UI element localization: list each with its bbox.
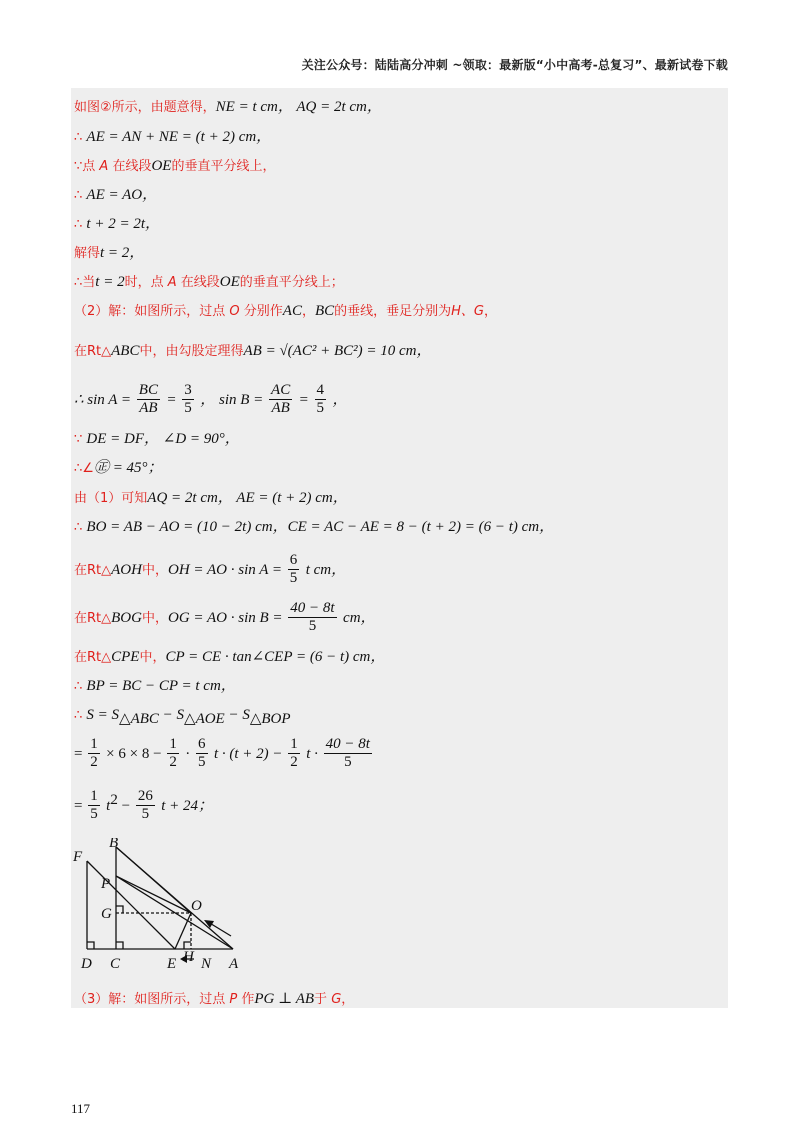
fraction: $\frac{40 - 8t}{5}$	[290, 600, 335, 635]
line-7: ∴当t = 2时，点 A 在线段OE的垂直平分线上；	[74, 274, 344, 290]
fraction: $\frac{4}{5}$	[316, 382, 325, 417]
label-F: F	[73, 849, 83, 865]
fraction: $\frac{1}{5}$	[90, 788, 98, 823]
line-4: ∴ AE = AO，	[74, 187, 158, 203]
line-20: = $\frac{1}{2}$ × 6 × 8 − $\frac{1}{2}$ · $\frac{6}{5}$ t · (t + 2) − $\frac{1}{2}$ t · $\frac{40 - 8t}{5}$	[74, 736, 370, 771]
line-11: ∵ DE = DF， ∠D = 90°，	[74, 431, 240, 447]
line-2: ∴ AE = AN + NE = (t + 2) cm，	[74, 129, 272, 145]
fraction: $\frac{1}{2}$	[90, 736, 98, 771]
geometry-diagram	[71, 838, 251, 978]
line-14: ∴ BO = AB − AO = (10 − 2t) cm，CE = AC − AE = 8 − (t + 2) = (6 − t) cm，	[74, 519, 555, 535]
line-16: 在Rt△BOG中，OG = AO · sin B = $\frac{40 - 8t}{5}$ cm，	[74, 600, 376, 635]
solution-content	[71, 88, 728, 1008]
fraction: $\frac{3}{5}$	[184, 382, 192, 417]
fraction: $\frac{6}{5}$	[289, 552, 298, 587]
fraction: $\frac{6}{5}$	[198, 736, 206, 771]
line-17: 在Rt△CPE中，CP = CE · tan∠CEP = (6 − t) cm，	[74, 649, 386, 665]
segment-PO	[116, 876, 191, 913]
line-8: （2）解：如图所示，过点 O 分别作AC，BC的垂线，垂足分别为H、G，	[74, 303, 498, 319]
right-angle-D	[87, 942, 94, 949]
line-10: ∴ sin A = $\frac{BC}{AB}$ = $\frac{3}{5}$ ， sin B = $\frac{AC}{AB}$ = $\frac{4}{5}$ ，	[74, 382, 348, 417]
label-O: O	[191, 898, 202, 914]
line-6: 解得t = 2，	[74, 245, 145, 261]
line-9: 在Rt△ABC中，由勾股定理得AB = √(AC² + BC²) = 10 cm，	[74, 343, 432, 359]
line-13: 由（1）可知AQ = 2t cm， AE = (t + 2) cm，	[74, 490, 348, 506]
line-18: ∴ BP = BC − CP = t cm，	[74, 678, 236, 694]
fraction: $\frac{40 - 8t}{5}$	[325, 736, 370, 771]
label-N: N	[201, 956, 212, 972]
label-B: B	[109, 838, 119, 851]
page-number: 117	[71, 1101, 91, 1116]
line-12: ∴∠㊣ = 45°；	[74, 460, 163, 476]
line-19: ∴ $S = S_{\triangle ABC} - S_{\triangle AOE} - S_{\triangle BOP}$	[74, 707, 291, 727]
fraction: $\frac{26}{5}$	[137, 788, 153, 823]
line-3: ∵点 A 在线段OE的垂直平分线上，	[74, 158, 276, 174]
segment-BO	[116, 847, 191, 913]
label-H: H	[183, 949, 194, 965]
line-21: = $\frac{1}{5}$ $t^2$ − $\frac{26}{5}$ t + 24；	[74, 788, 214, 823]
line-15: 在Rt△AOH中，OH = AO · sin A = $\frac{6}{5}$ t cm，	[74, 552, 347, 587]
line-1: 如图②所示，由题意得，NE = t cm， AQ = 2t cm，	[74, 99, 382, 115]
label-G: G	[101, 906, 112, 922]
label-E: E	[167, 956, 177, 972]
page-header: 关注公众号：陆陆高分冲刺 ~领取：最新版“小中高考-总复习”、最新试卷下载	[301, 58, 728, 72]
right-angle-G	[116, 906, 123, 913]
label-D: D	[81, 956, 92, 972]
line-22: （3）解：如图所示，过点 P 作PG ⊥ AB于 G，	[74, 991, 355, 1007]
label-A: A	[229, 956, 239, 972]
fraction: $\frac{1}{2}$	[169, 736, 177, 771]
fraction: $\frac{1}{2}$	[290, 736, 298, 771]
fraction: $\frac{AC}{AB}$	[271, 382, 291, 417]
line-5: ∴ t + 2 = 2t，	[74, 216, 160, 232]
right-angle-H	[184, 942, 191, 949]
label-C: C	[110, 956, 121, 972]
right-angle-C	[116, 942, 123, 949]
label-P: P	[101, 876, 111, 892]
fraction: $\frac{BC}{AB}$	[138, 382, 158, 417]
